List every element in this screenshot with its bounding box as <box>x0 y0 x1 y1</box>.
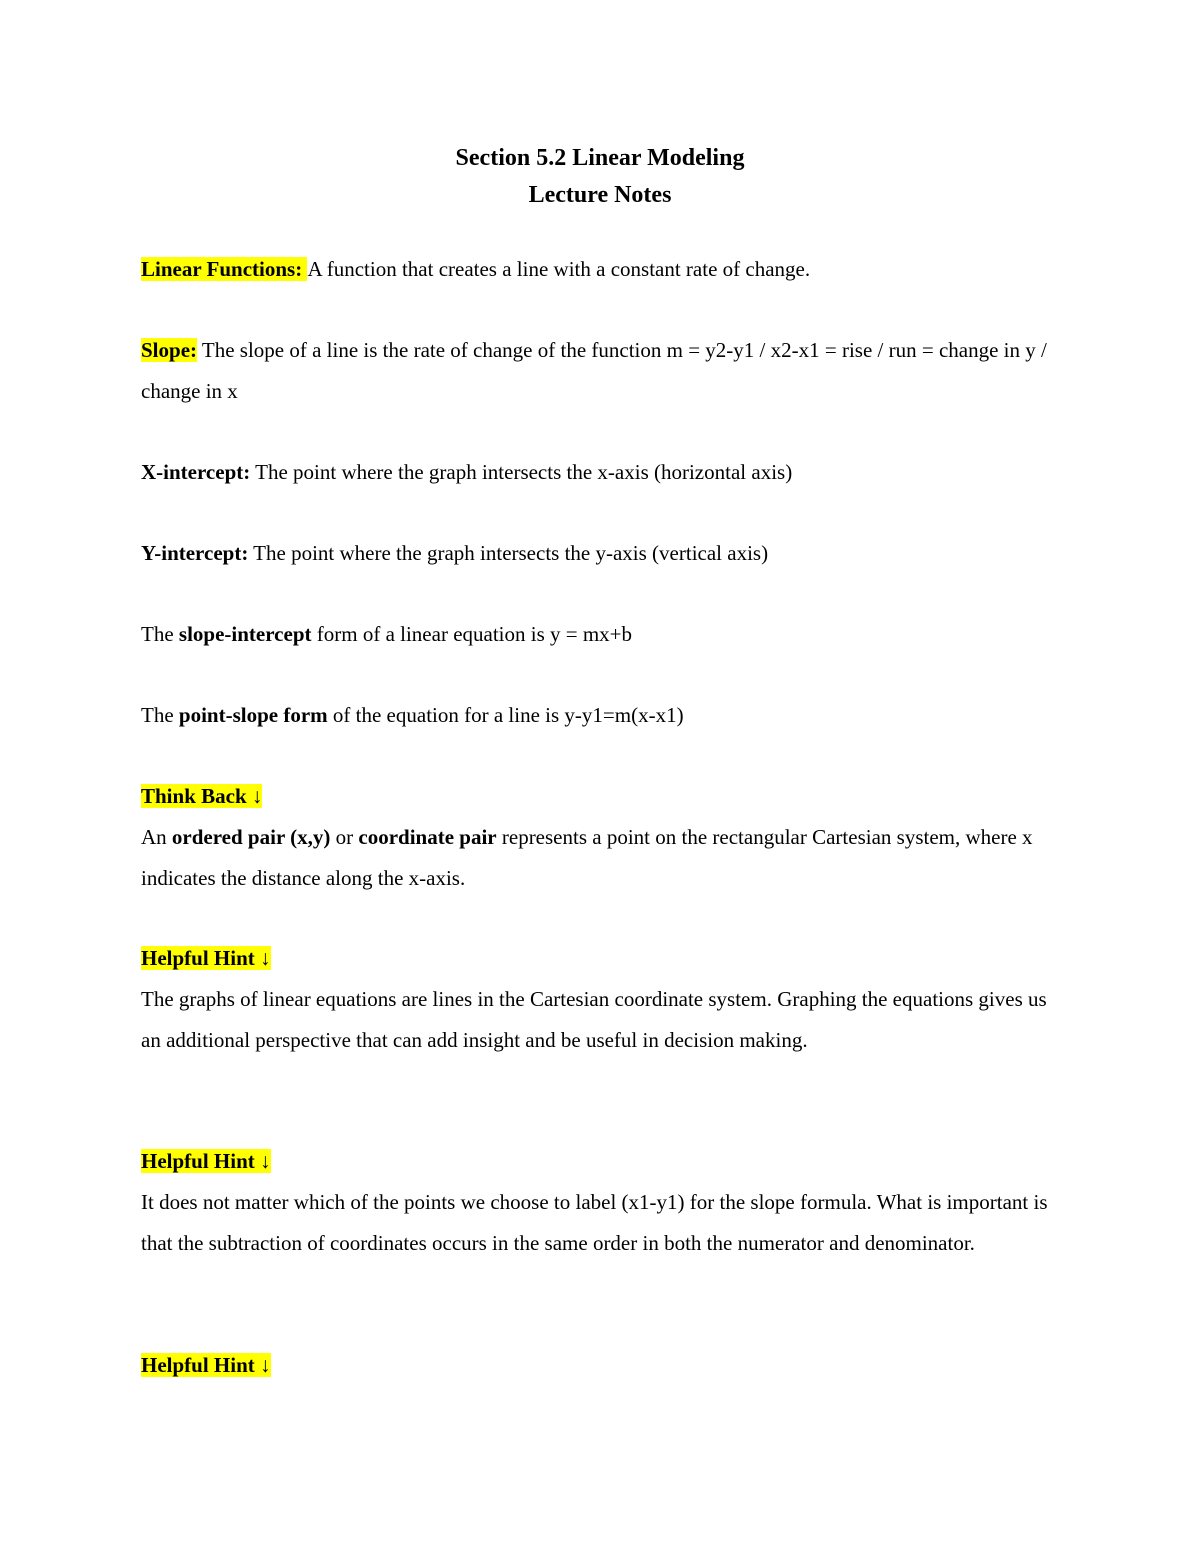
slope-intercept-pre: The <box>141 622 179 646</box>
slope-term: Slope: <box>141 338 198 362</box>
point-slope-pre: The <box>141 703 179 727</box>
linear-functions-text: A function that creates a line with a constant rate of change. <box>307 257 811 281</box>
helpful-hint-1-text: The graphs of linear equations are lines in the Cartesian coordinate system. Graphing the equations gives us an additional perspective that can add insight and be useful in decision making. <box>141 987 1047 1052</box>
slope-definition <box>141 330 1051 412</box>
helpful-hint-1-label-line <box>141 938 1051 979</box>
helpful-hint-2-label: Helpful Hint ↓ <box>141 1149 271 1173</box>
think-back-pre: An <box>141 825 172 849</box>
y-intercept-definition <box>141 533 1051 574</box>
x-intercept-text: The point where the graph intersects the x-axis (horizontal axis) <box>250 460 793 484</box>
linear-functions-definition <box>141 249 1051 290</box>
helpful-hint-2-label-line <box>141 1141 1051 1182</box>
point-slope-statement <box>141 695 1051 736</box>
coordinate-pair-term: coordinate pair <box>358 825 497 849</box>
helpful-hint-1-label: Helpful Hint ↓ <box>141 946 271 970</box>
think-back-label: Think Back ↓ <box>141 784 263 808</box>
y-intercept-term: Y-intercept: <box>141 541 249 565</box>
helpful-hint-2-text: It does not matter which of the points we choose to label (x1-y1) for the slope formula. What is important is that the subtraction of coordinates occurs in the same order in both the numerator and denominator. <box>141 1190 1048 1255</box>
x-intercept-term: X-intercept: <box>141 460 251 484</box>
page-subtitle: Lecture Notes <box>528 182 672 208</box>
page-title: Section 5.2 Linear Modeling <box>455 145 745 171</box>
think-back-mid: or <box>330 825 359 849</box>
helpful-hint-3-label: Helpful Hint ↓ <box>141 1353 271 1377</box>
helpful-hint-3-label-line <box>141 1345 1051 1386</box>
point-slope-term: point-slope form <box>178 703 328 727</box>
think-back-post: represents a point on the rectangular Cartesian system, where x indicates the distance along the x-axis. <box>141 825 1033 890</box>
point-slope-post: of the equation for a line is y-y1=m(x-x1) <box>327 703 684 727</box>
slope-intercept-statement <box>141 614 1051 655</box>
think-back-label-line <box>141 776 1051 817</box>
linear-functions-term: Linear Functions: <box>141 257 308 281</box>
slope-text: The slope of a line is the rate of change of the function m = y2-y1 / x2-x1 = rise / run = change in y / change in x <box>141 338 1047 403</box>
slope-intercept-term: slope-intercept <box>178 622 312 646</box>
x-intercept-definition <box>141 452 1051 493</box>
y-intercept-text: The point where the graph intersects the y-axis (vertical axis) <box>248 541 769 565</box>
think-back-text <box>141 817 1051 899</box>
title-block <box>0 140 1200 214</box>
ordered-pair-term: ordered pair (x,y) <box>171 825 331 849</box>
slope-intercept-post: form of a linear equation is y = mx+b <box>311 622 633 646</box>
